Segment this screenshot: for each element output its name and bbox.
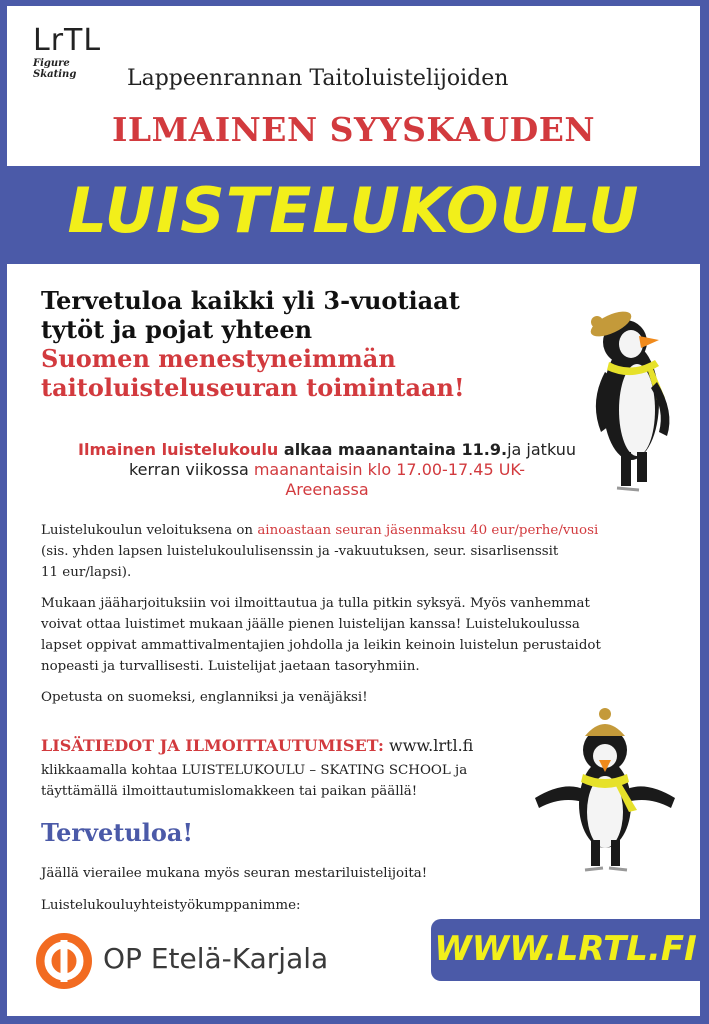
info-line-1: klikkaamalla kohtaa LUISTELUKOULU – SKATING SCHOOL ja (41, 763, 468, 778)
logo-main-text: LrTL (33, 23, 102, 58)
title-banner (7, 166, 700, 264)
languages-text: Opetusta on suomeksi, englanniksi ja venäjäksi! (41, 690, 368, 705)
website-link[interactable]: WWW.LRTL.FI (434, 929, 697, 969)
training-line-1: Mukaan jääharjoituksiin voi ilmoittautua ja tulla pitkin syksyä. Myös vanhemmat (41, 596, 590, 611)
op-partner-name: OP Etelä-Karjala (103, 942, 329, 975)
info-url-link[interactable]: www.lrtl.fi (383, 736, 474, 755)
training-line-3: lapset oppivat ammattivalmentajien johdolla ja leikin keinoin luistelun perustaidot (41, 638, 601, 653)
op-partner-logo (35, 932, 329, 988)
intro-line-4: taitoluisteluseuran toimintaan! (41, 373, 465, 402)
training-paragraph (41, 593, 601, 677)
start-venue: Areenassa (285, 480, 369, 499)
intro-line-3: Suomen menestyneimmän (41, 344, 396, 373)
fee-amount: ainoastaan seuran jäsenmaksu 40 eur/perhe/vuosi (257, 523, 599, 538)
info-label: LISÄTIEDOT JA ILMOITTAUTUMISET: (41, 736, 384, 755)
website-box (431, 919, 700, 981)
intro-heading (41, 286, 561, 402)
club-logo (33, 23, 105, 80)
free-autumn-heading: ILMAINEN SYYSKAUDEN (111, 110, 596, 149)
info-line-2: täyttämällä ilmoittautumislomakkeen tai paikan päällä! (41, 784, 418, 799)
info-heading (41, 736, 473, 755)
training-line-4: nopeasti ja turvallisesti. Luistelijat jaetaan tasoryhmiin. (41, 659, 420, 674)
op-logo-icon (35, 932, 93, 990)
banner-title: LUISTELUKOULU (67, 174, 640, 247)
training-line-2: voivat ottaa luistimet mukaan jäälle pienen luistelijan kanssa! Luistelukoulussa (41, 617, 580, 632)
logo-sub-text: Figure Skating (33, 58, 77, 80)
penguin-skater-illustration-2 (525, 700, 685, 880)
intro-line-2: tytöt ja pojat yhteen (41, 315, 313, 344)
visitors-text: Jäällä vierailee mukana myös seuran mestariluistelijoita! (41, 866, 428, 881)
fee-paragraph (41, 520, 598, 583)
start-weekday: alkaa maanantaina (278, 440, 462, 459)
start-info (27, 440, 627, 500)
start-continues: ja jatkuu (507, 440, 576, 459)
fee-intro: Luistelukoulun veloituksena on (41, 523, 258, 538)
welcome-heading: Tervetuloa! (41, 818, 193, 847)
fee-sibling: 11 eur/lapsi). (41, 565, 132, 580)
poster (7, 6, 700, 1016)
start-date: 11.9. (461, 440, 508, 459)
club-name: Lappeenrannan Taitoluistelijoiden (127, 66, 509, 91)
start-weekly: kerran viikossa (128, 460, 254, 479)
info-instructions (41, 760, 467, 802)
fee-detail: (sis. yhden lapsen luistelukoululisenssin ja -vakuutuksen, seur. sisarlisenssit (41, 544, 559, 559)
partners-label: Luistelukouluyhteistyökumppanimme: (41, 898, 301, 913)
start-time: maanantaisin klo 17.00-17.45 UK- (253, 460, 526, 479)
intro-line-1: Tervetuloa kaikki yli 3-vuotiaat (41, 286, 460, 315)
start-free-school: Ilmainen luistelukoulu (78, 440, 279, 459)
